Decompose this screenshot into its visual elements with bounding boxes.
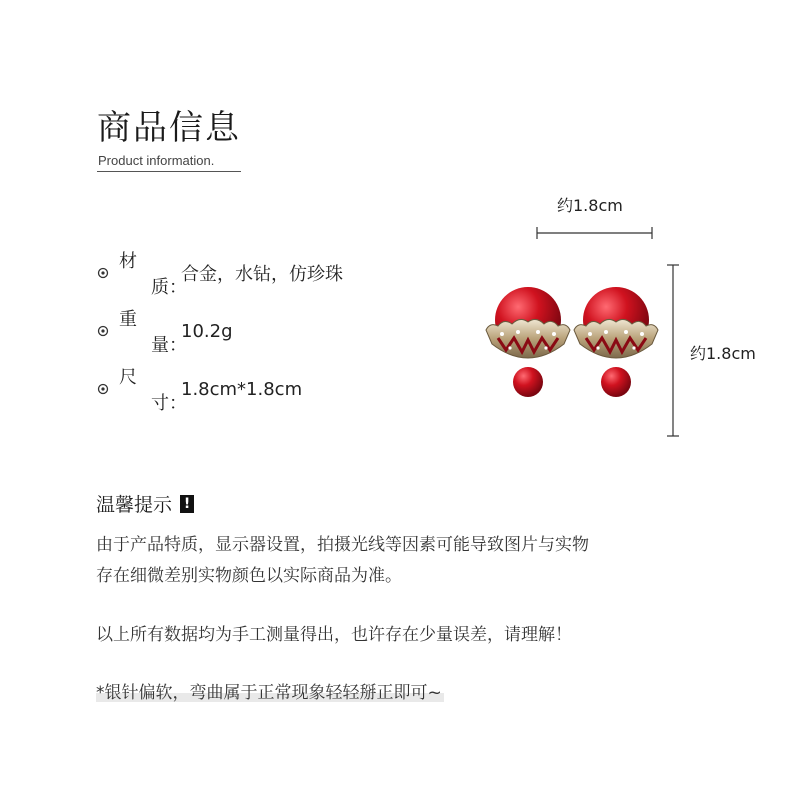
spec-value: 1.8cm*1.8cm bbox=[181, 378, 303, 400]
bullet-icon bbox=[97, 383, 109, 395]
page-subtitle: Product information. bbox=[98, 153, 215, 168]
spec-label: 重量： bbox=[119, 309, 187, 356]
tips-title-text: 温馨提示 bbox=[96, 494, 173, 516]
spec-value: 合金，水钻，仿珍珠 bbox=[181, 264, 343, 285]
exclamation-icon: ! bbox=[180, 495, 194, 513]
tips-line-3: 以上所有数据均为手工测量得出，也许存在少量误差，请理解！ bbox=[96, 625, 572, 645]
bullet-icon bbox=[97, 325, 109, 337]
bullet-icon bbox=[97, 267, 109, 279]
earring-left bbox=[486, 287, 570, 397]
spec-size bbox=[97, 363, 302, 415]
width-dimension-line bbox=[537, 227, 652, 239]
spec-label: 尺寸： bbox=[119, 367, 187, 414]
spec-weight bbox=[97, 305, 233, 357]
tips-line-1: 由于产品特质，显示器设置，拍摄光线等因素可能导致图片与实物 bbox=[96, 535, 589, 555]
width-dimension-label: 约1.8cm bbox=[557, 196, 623, 215]
spec-value: 10.2g bbox=[181, 320, 233, 342]
tips-line-2: 存在细微差别实物颜色以实际商品为准。 bbox=[96, 566, 402, 586]
product-illustration bbox=[470, 220, 690, 450]
earring-right bbox=[574, 287, 658, 397]
subtitle-underline bbox=[97, 171, 241, 172]
height-dimension-label: 约1.8cm bbox=[690, 344, 756, 363]
spec-material bbox=[97, 247, 343, 299]
page-title: 商品信息 bbox=[97, 108, 241, 148]
tips-title bbox=[96, 490, 194, 517]
tips-note: *银针偏软，弯曲属于正常现象轻轻掰正即可~ bbox=[96, 683, 442, 703]
spec-label: 材质： bbox=[119, 251, 187, 298]
height-dimension-line bbox=[667, 265, 679, 436]
